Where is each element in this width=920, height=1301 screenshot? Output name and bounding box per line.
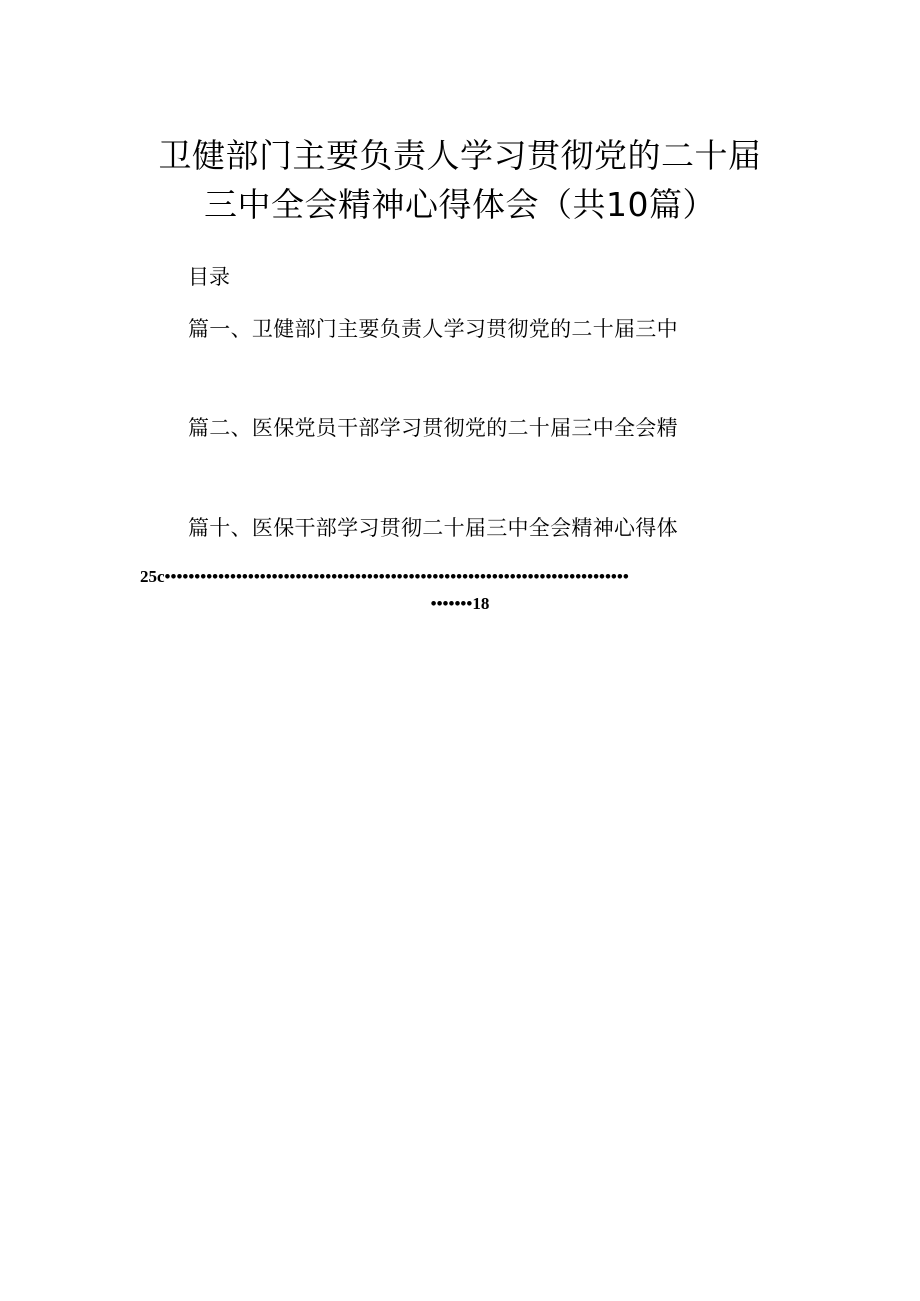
toc-item-3[interactable]: 篇十、医保干部学习贯彻二十届三中全会精神心得体: [188, 516, 678, 540]
toc-page-number: •••••••18: [430, 594, 490, 613]
toc-heading: 目录: [188, 265, 230, 289]
document-title-line-2: 三中全会精神心得体会（共10篇）: [204, 185, 716, 224]
document-title-line-1: 卫健部门主要负责人学习贯彻党的二十届: [158, 136, 762, 175]
toc-leader-dots: 25c••••••••••••••••••••••••••••••••••••••••••••••••••••••••••••••••••••••••••••••: [140, 567, 629, 586]
toc-item-2[interactable]: 篇二、医保党员干部学习贯彻党的二十届三中全会精: [188, 416, 678, 440]
toc-item-1[interactable]: 篇一、卫健部门主要负责人学习贯彻党的二十届三中: [188, 317, 678, 341]
